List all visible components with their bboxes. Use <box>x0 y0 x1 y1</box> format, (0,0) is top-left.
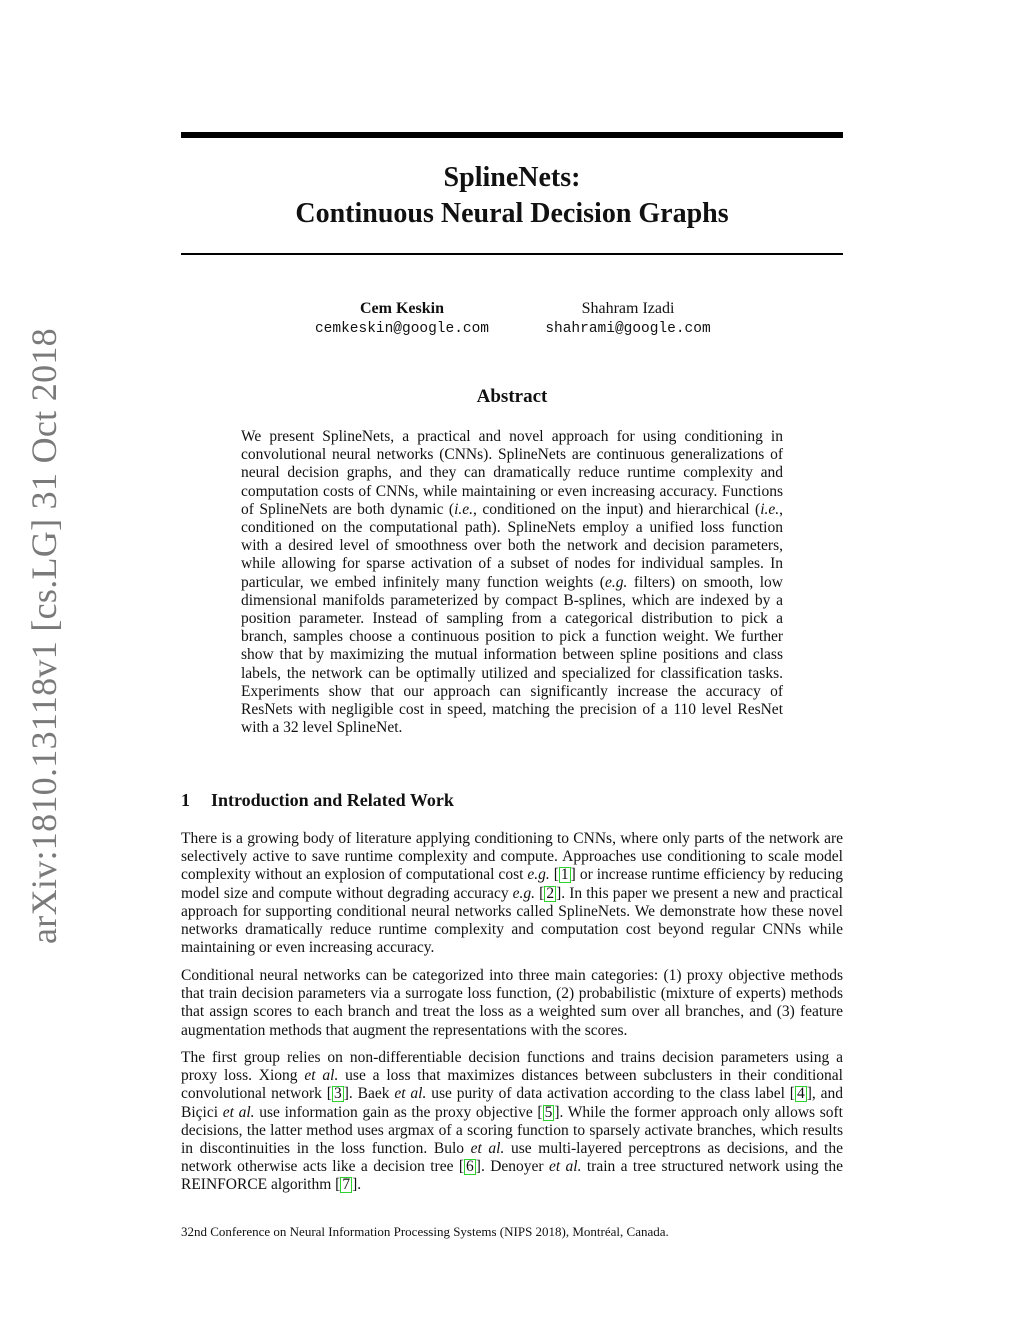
italic-text: et al. <box>394 1085 427 1103</box>
intro-paragraph-1: There is a growing body of literature applying conditioning to CNNs, where only parts of the network are selectively active to save runtime complexity and compute. Approaches use conditioning to scale model complexity without an explosion of computational cost e.g. [ 1 ] or increase runtime efficiency by reducing model size and compute without degrading accuracy e.g. [ 2 ]. In this paper we present a new and practical approach for supporting conditional neural networks called SplineNets. We demonstrate how these novel networks dramatically reduce runtime complexity and computation cost beyond regular CNNs while maintaining or even increasing accuracy. <box>181 830 843 957</box>
abstract-text-part: , conditioned on the input) and hierarchical ( <box>473 500 761 518</box>
paragraph-text: . Denoyer <box>480 1158 549 1176</box>
author-block-2 <box>498 299 758 339</box>
paragraph-text: . <box>357 1176 362 1194</box>
paragraph-text: train a tree structured network using the REINFORCE algorithm <box>181 1158 843 1194</box>
conference-footer: 32nd Conference on Neural Information Processing Systems (NIPS 2018), Montréal, Canada. <box>181 1224 669 1239</box>
italic-text: e.g. <box>527 866 550 884</box>
citation-link-4[interactable]: 4 <box>796 1085 805 1103</box>
paragraph-text: There is a growing body of literature applying conditioning to CNNs, where only parts of the network are selectively active to save runtime complexity and compute. Approaches use conditioning to scale model complexity without an explosion of computational cost <box>181 830 843 884</box>
paragraph-text: use multi-layered perceptrons as decisions, and the network otherwise acts like a decision tree <box>181 1140 843 1176</box>
paragraph-text: or increase runtime efficiency by reducing model size and compute without degrading accuracy <box>181 866 843 902</box>
citation-link-3[interactable]: 3 <box>333 1085 342 1103</box>
paragraph-text: use purity of data activation according to the class label <box>426 1085 790 1103</box>
paragraph-text: . Baek <box>348 1085 395 1103</box>
section-number: 1 <box>181 790 190 810</box>
abstract-text-part: We present SplineNets, a practical and novel approach for using conditioning in convolutional neural networks (CNNs). SplineNets are continuous generalizations of neural decision graphs, and they can dramatically reduce runtime complexity and computation costs of CNNs, while maintaining or even increasing accuracy. Functions of SplineNets are both dynamic ( <box>241 428 783 518</box>
abstract-italic: e.g. <box>604 573 628 591</box>
italic-text: e.g. <box>512 884 536 902</box>
italic-text: et al. <box>548 1158 582 1176</box>
abstract-text-part: filters) on smooth, low dimensional manifolds parameterized by compact B-splines, which are indexed by a position parameter. Instead of sampling from a categorical distribution to pick a branch, samples choose a continuous position to pick a function weight. We further show that by maximizing the mutual information between spline positions and class labels, the network can be optimally utilized and specialized for classification tasks. Experiments show that our approach can significantly increase the accuracy of ResNets with negligible cost in speed, matching the precision of a 110 level ResNet with a 32 level SplineNet. <box>241 573 783 737</box>
citation-link-6[interactable]: 6 <box>466 1158 474 1176</box>
author-name: Shahram Izadi <box>581 300 675 317</box>
intro-paragraph-3: The first group relies on non-differentiable decision functions and trains decision parameters using a proxy loss. Xiong et al. use a loss that maximizes distances between subclusters in their conditional convolutional network [ 3 ]. Baek et al. use purity of data activation according to the class label [ 4 ], and Biçici et al. use information gain as the proxy objective [ 5 ]. While the former approach only allows soft decisions, the latter method uses argmax of a scoring function to sparsely activate branches, which results in discontinuities in the loss function. Bulo et al. use multi-layered perceptrons as decisions, and the network otherwise acts like a decision tree [ 6 ]. Denoyer et al. train a tree structured network using the REINFORCE algorithm [ 7 ]. <box>181 1049 843 1194</box>
author-block-1 <box>272 299 532 339</box>
abstract-italic: i.e. <box>760 500 780 518</box>
title-line-2: Continuous Neural Decision Graphs <box>295 198 729 229</box>
section-heading <box>181 789 843 811</box>
italic-text: et al. <box>304 1067 339 1085</box>
section-title: Introduction and Related Work <box>211 790 454 810</box>
author-name: Cem Keskin <box>360 300 444 317</box>
paragraph-text: . In this paper we present a new and practical approach for supporting conditional neural networks called SplineNets. We demonstrate how these novel networks dramatically reduce runtime complexity and computation cost beyond regular CNNs while maintaining or even increasing accuracy. <box>181 884 843 957</box>
paragraph-text: , and Biçici <box>181 1085 843 1121</box>
abstract-text <box>241 428 783 737</box>
italic-text: et al. <box>222 1103 255 1121</box>
title-line-1: SplineNets: <box>443 162 581 193</box>
citation-link-2[interactable]: 2 <box>546 884 555 902</box>
abstract-text-part: , conditioned on the computational path). SplineNets employ a unified loss function with a desired level of smoothness over both the network and decision parameters, while allowing for sparse activation of a subset of nodes for individual samples. In particular, we embed infinitely many function weights ( <box>241 500 783 591</box>
paragraph-text: use a loss that maximizes distances between subclusters in their conditional convolutional network <box>181 1067 843 1103</box>
citation-link-7[interactable]: 7 <box>342 1176 351 1194</box>
citation-link-5[interactable]: 5 <box>544 1103 553 1121</box>
paragraph-text: use information gain as the proxy objective <box>254 1103 538 1121</box>
citation-link-1[interactable]: 1 <box>560 866 569 884</box>
title-rule-top <box>181 132 843 138</box>
intro-paragraph-2: Conditional neural networks can be categorized into three main categories: (1) proxy objective methods that train decision parameters via a surrogate loss function, (2) probabilistic (mixture of experts) methods that assign scores to each branch and treat the loss as a weighted sum over all branches, and (3) feature augmentation methods that augment the representations with the scores. <box>181 967 843 1039</box>
paragraph-text: The first group relies on non-differentiable decision functions and trains decision parameters using a proxy loss. Xiong <box>181 1049 843 1085</box>
title-rule-bottom <box>181 253 843 255</box>
paragraph-text: . While the former approach only allows soft decisions, the latter method uses argmax of a scoring function to sparsely activate branches, which results in discontinuities in the loss function. Bulo <box>181 1103 843 1158</box>
author-email: cemkeskin@google.com <box>314 321 490 337</box>
abstract-heading: Abstract <box>476 386 548 407</box>
author-email: shahrami@google.com <box>545 321 711 337</box>
italic-text: et al. <box>470 1140 505 1158</box>
arxiv-side-stamp: arXiv:1810.13118v1 [cs.LG] 31 Oct 2018 <box>24 328 64 944</box>
paper-title <box>181 160 843 232</box>
abstract-italic: i.e. <box>454 500 474 518</box>
